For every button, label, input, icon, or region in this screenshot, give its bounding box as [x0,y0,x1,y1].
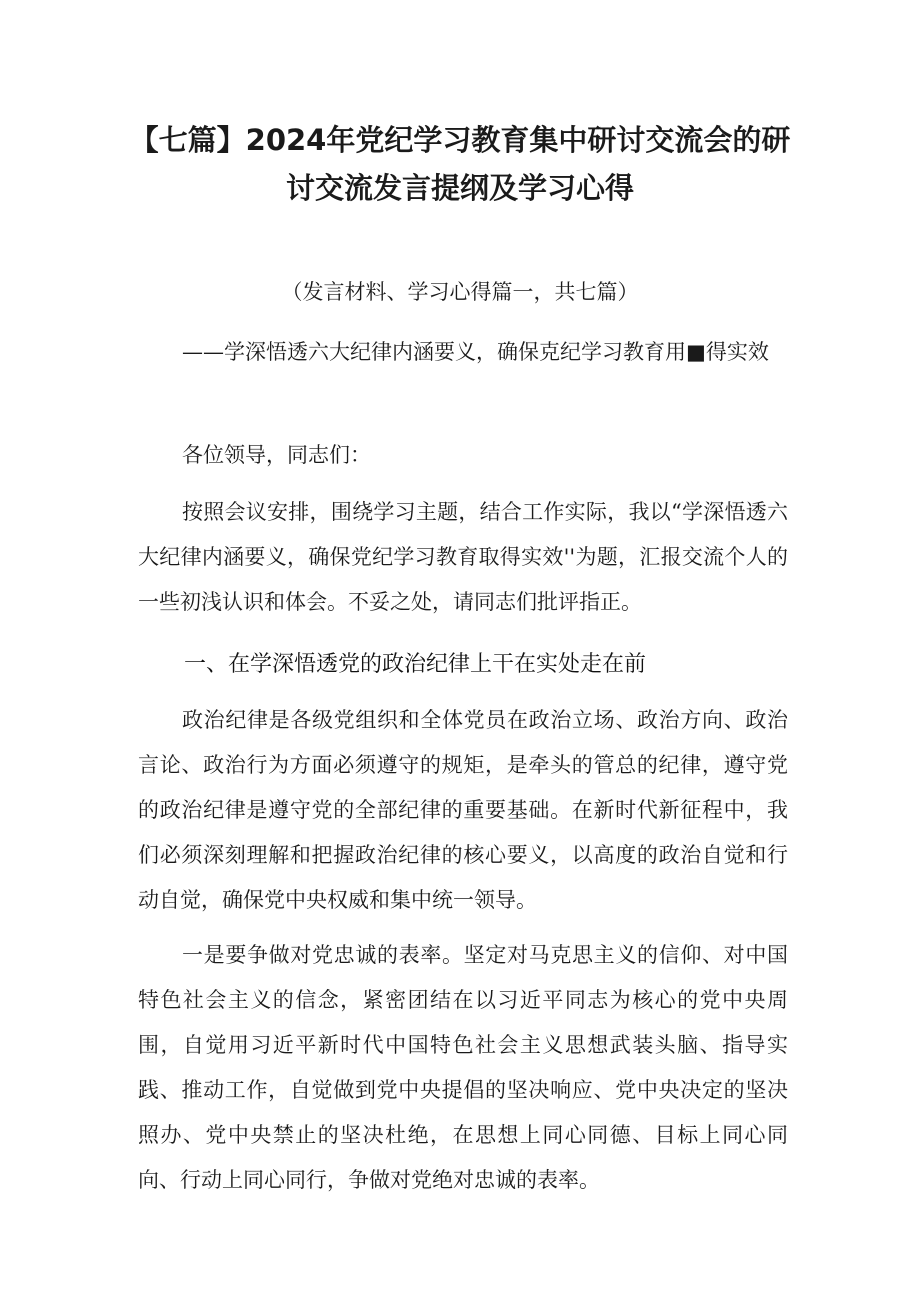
theme-line: ——学深悟透六大纪律内涵要义，确保克纪学习教育用■得实效 [182,340,769,364]
document-title-line-2: 讨交流发言提纲及学习心得 [285,171,634,205]
paragraph-loyalty: 一是要争做对党忠诚的表率。坚定对马克思主义的信仰、对中国特色社会主义的信念，紧密团结在以习近平同志为核心的党中央周围，自觉用习近平新时代中国特色社会主义思想武装头脑、指导实践、推动工作，自觉做到党中央提倡的坚决响应、党中央决定的坚决照办、党中央禁止的坚决杜绝，在思想上同心同德、目标上同心同向、行动上同心同行，争做对党绝对忠诚的表率。 [138,943,788,1192]
section-heading: 一、在学深悟透党的政治纪律上干在实处走在前 [184,652,647,677]
document-subtitle: （发言材料、学习心得篇一，共七篇） [281,280,639,304]
document-title-line-1: 【七篇】2024年党纪学习教育集中研讨交流会的研 [129,123,791,157]
greeting: 各位领导，同志们： [182,443,371,467]
paragraph-political-discipline: 政治纪律是各级党组织和全体党员在政治立场、政治方向、政治言论、政治行为方面必须遵守的规矩，是牵头的管总的纪律，遵守党的政治纪律是遵守党的全部纪律的重要基础。在新时代新征程中，我们必须深刻理解和把握政治纪律的核心要义，以高度的政治自觉和行动自觉，确保党中央权威和集中统一领导。 [138,708,788,912]
intro-paragraph: 按照会议安排，围绕学习主题，结合工作实际，我以“学深悟透六大纪律内涵要义，确保党纪学习教育取得实效''为题，汇报交流个人的一些初浅认识和体会。不妥之处，请同志们批评指正。 [138,500,788,614]
